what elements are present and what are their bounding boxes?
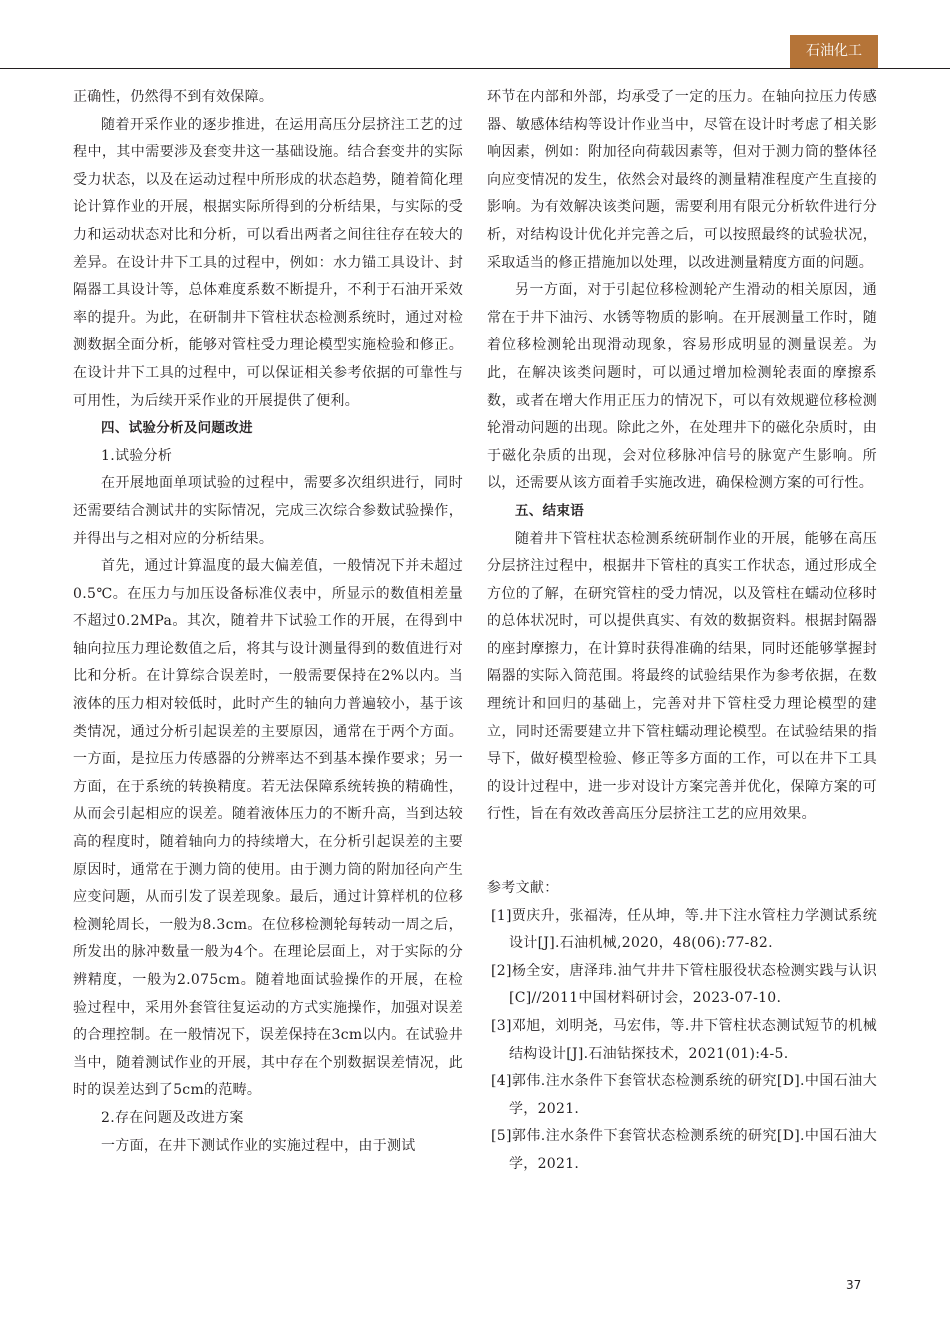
paragraph: 一方面，在井下测试作业的实施过程中，由于测试 (101, 1137, 416, 1154)
section-heading: 五、结束语 (515, 502, 584, 519)
section-heading: 四、试验分析及问题改进 (101, 420, 253, 437)
reference-item: [3]邓旭，刘明尧，马宏伟，等.井下管柱状态测试短节的机械结构设计[J].石油钻探技术，2021(01):4-5. (491, 1018, 877, 1062)
paragraph: 另一方面，对于引起位移检测轮产生滑动的相关原因，通常在于井下油污、水锈等物质的影响。在开展测量工作时，随着位移检测轮出现滑动现象，容易形成明显的测量误差。为此，在解决该类问题时，可以通过增加检测轮表面的摩擦系数，或者在增大作用正压力的情况下，可以有效规避位移检测轮滑动问题的出现。除此之外，在处理井下的磁化杂质时，由于磁化杂质的出现，会对位移脉冲信号的脉宽产生影响。所以，还需要从该方面着手实施改进，确保检测方案的可行性。 (487, 282, 877, 492)
paragraph: 随着井下管柱状态检测系统研制作业的开展，能够在高压分层挤注过程中，根据井下管柱的真实工作状态，通过形成全方位的了解，在研究管柱的受力情况，以及管柱在蠕动位移时的总体状况时，可以提供真实、有效的数据资料。根据封隔器的座封摩擦力，在计算时获得准确的结果，同时还能够掌握封隔器的实际入筒范围。将最终的试验结果作为参考依据，在数理统计和回归的基础上，完善对井下管柱受力理论模型的建立，同时还需要建立井下管柱蠕动理论模型。在试验结果的指导下，做好模型检验、修正等多方面的工作，可以在井下工具的设计过程中，进一步对设计方案完善并优化，保障方案的可行性，旨在有效改善高压分层挤注工艺的应用效果。 (487, 530, 877, 823)
page-number: 37 (846, 1278, 862, 1292)
paragraph: 在开展地面单项试验的过程中，需要多次组织进行，同时还需要结合测试井的实际情况，完成三次综合参数试验操作，并得出与之相对应的分析结果。 (73, 475, 463, 547)
left-column (73, 84, 463, 1160)
references-title: 参考文献： (487, 880, 559, 897)
paragraph: 首先，通过计算温度的最大偏差值，一般情况下并未超过0.5℃。在压力与加压设备标准仪表中，所显示的数值相差量不超过0.2MPa。其次，随着井下试验工作的开展，在得到中轴向拉压力理论数值之后，将其与设计测量得到的数值进行对比和分析。在计算综合误差时，一般需要保持在2%以内。当液体的压力相对较低时，此时产生的轴向力普遍较小，基于该类情况，通过分析引起误差的主要原因，通常在于两个方面。一方面，是拉压力传感器的分辨率达不到基本操作要求；另一方面，在于系统的转换精度。若无法保障系统转换的精确性，从而会引起相应的误差。随着液体压力的不断升高，当到达较高的程度时，随着轴向力的持续增大，在分析引起误差的主要原因时，通常在于测力筒的使用。由于测力筒的附加径向产生应变问题，从而引发了误差现象。最后，通过计算样机的位移检测轮周长，一般为8.3cm。在位移检测轮每转动一周之后，所发出的脉冲数量一般为4个。在理论层面上，对于实际的分辨精度，一般为2.075cm。随着地面试验操作的开展，在检验过程中，采用外套管往复运动的方式实施操作，加强对误差的合理控制。在一般情况下，误差保持在3cm以内。在试验井当中，随着测试作业的开展，其中存在个别数据误差情况，此时的误差达到了5cm的范畴。 (73, 558, 463, 1099)
reference-item: [2]杨全安，唐泽玮.油气井井下管柱服役状态检测实践与认识[C]//2011中国材料研讨会，2023-07-10. (491, 962, 877, 1007)
section-tab: 石油化工 (790, 35, 878, 68)
subsection-heading: 2.存在问题及改进方案 (101, 1109, 244, 1126)
right-column (487, 84, 877, 1179)
references-list (487, 875, 877, 1179)
header-rule (0, 68, 950, 69)
reference-item: [5]郭伟.注水条件下套管状态检测系统的研究[D].中国石油大学，2021. (491, 1128, 877, 1172)
reference-item: [4]郭伟.注水条件下套管状态检测系统的研究[D].中国石油大学，2021. (491, 1073, 877, 1117)
reference-item: [1]贾庆升，张福涛，任从坤，等.井下注水管柱力学测试系统设计[J].石油机械,2020，48(06):77-82. (491, 907, 877, 952)
subsection-heading: 1.试验分析 (101, 447, 173, 464)
paragraph: 随着开采作业的逐步推进，在运用高压分层挤注工艺的过程中，其中需要涉及套变井这一基础设施。结合套变井的实际受力状态，以及在运动过程中所形成的状态趋势，随着简化理论计算作业的开展，根据实际所得到的分析结果，与实际的受力和运动状态对比和分析，可以看出两者之间往往存在较大的差异。在设计井下工具的过程中，例如：水力锚工具设计、封隔器工具设计等，总体难度系数不断提升，不利于石油开采效率的提升。为此，在研制井下管柱状态检测系统时，通过对检测数据全面分析，能够对管柱受力理论模型实施检验和修正。在设计井下工具的过程中，可以保证相关参考依据的可靠性与可用性，为后续开采作业的开展提供了便利。 (73, 116, 463, 409)
paragraph: 环节在内部和外部，均承受了一定的压力。在轴向拉压力传感器、敏感体结构等设计作业当中，尽管在设计时考虑了相关影响因素，例如：附加径向荷载因素等，但对于测力筒的整体径向应变情况的发生，依然会对最终的测量精准程度产生直接的影响。为有效解决该类问题，需要利用有限元分析软件进行分析，对结构设计优化并完善之后，可以按照最终的试验状况，采取适当的修正措施加以处理，以改进测量精度方面的问题。 (487, 89, 877, 271)
paragraph: 正确性，仍然得不到有效保障。 (73, 89, 274, 105)
